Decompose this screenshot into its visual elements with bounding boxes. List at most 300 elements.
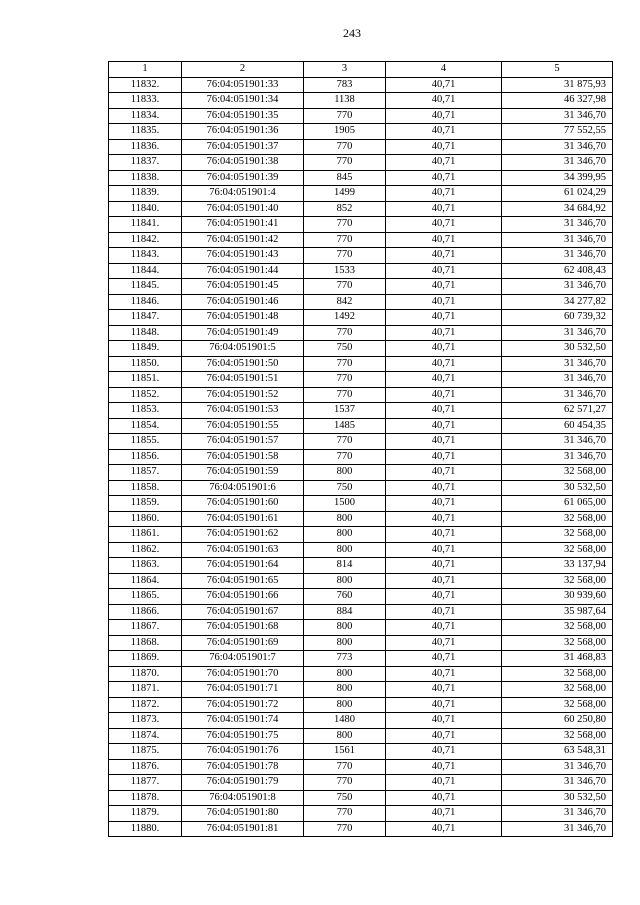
row-number-cell: 11837. xyxy=(109,155,182,171)
table-row xyxy=(109,511,613,527)
rate-cell: 40,71 xyxy=(386,170,502,186)
area-cell: 800 xyxy=(304,728,386,744)
table-row xyxy=(109,821,613,837)
value-cell: 32 568,00 xyxy=(502,465,613,481)
value-cell: 31 875,93 xyxy=(502,77,613,93)
area-cell: 783 xyxy=(304,77,386,93)
area-cell: 800 xyxy=(304,465,386,481)
rate-cell: 40,71 xyxy=(386,341,502,357)
value-cell: 32 568,00 xyxy=(502,527,613,543)
row-number-cell: 11836. xyxy=(109,139,182,155)
area-cell: 770 xyxy=(304,356,386,372)
table-row xyxy=(109,341,613,357)
rate-cell: 40,71 xyxy=(386,387,502,403)
cadastral-number-cell: 76:04:051901:4 xyxy=(182,186,304,202)
table-row xyxy=(109,263,613,279)
rate-cell: 40,71 xyxy=(386,511,502,527)
rate-cell: 40,71 xyxy=(386,790,502,806)
value-cell: 32 568,00 xyxy=(502,682,613,698)
value-cell: 31 346,70 xyxy=(502,806,613,822)
rate-cell: 40,71 xyxy=(386,217,502,233)
cadastral-number-cell: 76:04:051901:72 xyxy=(182,697,304,713)
area-cell: 884 xyxy=(304,604,386,620)
column-header: 2 xyxy=(182,62,304,78)
value-cell: 30 939,60 xyxy=(502,589,613,605)
table-row xyxy=(109,527,613,543)
rate-cell: 40,71 xyxy=(386,310,502,326)
cadastral-number-cell: 76:04:051901:67 xyxy=(182,604,304,620)
rate-cell: 40,71 xyxy=(386,93,502,109)
row-number-cell: 11873. xyxy=(109,713,182,729)
row-number-cell: 11874. xyxy=(109,728,182,744)
cadastral-number-cell: 76:04:051901:51 xyxy=(182,372,304,388)
cadastral-number-cell: 76:04:051901:74 xyxy=(182,713,304,729)
area-cell: 750 xyxy=(304,341,386,357)
row-number-cell: 11834. xyxy=(109,108,182,124)
row-number-cell: 11852. xyxy=(109,387,182,403)
value-cell: 31 346,70 xyxy=(502,775,613,791)
row-number-cell: 11833. xyxy=(109,93,182,109)
cadastral-number-cell: 76:04:051901:37 xyxy=(182,139,304,155)
value-cell: 31 468,83 xyxy=(502,651,613,667)
value-cell: 31 346,70 xyxy=(502,759,613,775)
cadastral-number-cell: 76:04:051901:33 xyxy=(182,77,304,93)
table-row xyxy=(109,201,613,217)
area-cell: 770 xyxy=(304,155,386,171)
value-cell: 31 346,70 xyxy=(502,217,613,233)
cadastral-number-cell: 76:04:051901:64 xyxy=(182,558,304,574)
area-cell: 800 xyxy=(304,635,386,651)
row-number-cell: 11875. xyxy=(109,744,182,760)
table-row xyxy=(109,682,613,698)
cadastral-number-cell: 76:04:051901:66 xyxy=(182,589,304,605)
cadastral-number-cell: 76:04:051901:39 xyxy=(182,170,304,186)
column-header: 4 xyxy=(386,62,502,78)
value-cell: 32 568,00 xyxy=(502,511,613,527)
area-cell: 814 xyxy=(304,558,386,574)
area-cell: 845 xyxy=(304,170,386,186)
table-row xyxy=(109,496,613,512)
rate-cell: 40,71 xyxy=(386,108,502,124)
row-number-cell: 11845. xyxy=(109,279,182,295)
cadastral-number-cell: 76:04:051901:81 xyxy=(182,821,304,837)
area-cell: 770 xyxy=(304,232,386,248)
area-cell: 770 xyxy=(304,387,386,403)
cadastral-number-cell: 76:04:051901:78 xyxy=(182,759,304,775)
table-row xyxy=(109,573,613,589)
area-cell: 1485 xyxy=(304,418,386,434)
rate-cell: 40,71 xyxy=(386,325,502,341)
cadastral-number-cell: 76:04:051901:69 xyxy=(182,635,304,651)
value-cell: 62 571,27 xyxy=(502,403,613,419)
area-cell: 800 xyxy=(304,697,386,713)
rate-cell: 40,71 xyxy=(386,775,502,791)
table-row xyxy=(109,139,613,155)
area-cell: 800 xyxy=(304,620,386,636)
rate-cell: 40,71 xyxy=(386,279,502,295)
area-cell: 800 xyxy=(304,666,386,682)
table-row xyxy=(109,604,613,620)
value-cell: 31 346,70 xyxy=(502,139,613,155)
value-cell: 77 552,55 xyxy=(502,124,613,140)
rate-cell: 40,71 xyxy=(386,186,502,202)
table-row xyxy=(109,124,613,140)
rate-cell: 40,71 xyxy=(386,759,502,775)
rate-cell: 40,71 xyxy=(386,155,502,171)
rate-cell: 40,71 xyxy=(386,496,502,512)
area-cell: 770 xyxy=(304,775,386,791)
row-number-cell: 11860. xyxy=(109,511,182,527)
table-header xyxy=(109,62,613,78)
rate-cell: 40,71 xyxy=(386,480,502,496)
area-cell: 773 xyxy=(304,651,386,667)
row-number-cell: 11855. xyxy=(109,434,182,450)
area-cell: 760 xyxy=(304,589,386,605)
area-cell: 800 xyxy=(304,511,386,527)
value-cell: 61 065,00 xyxy=(502,496,613,512)
cadastral-number-cell: 76:04:051901:36 xyxy=(182,124,304,140)
area-cell: 800 xyxy=(304,682,386,698)
value-cell: 30 532,50 xyxy=(502,480,613,496)
row-number-cell: 11879. xyxy=(109,806,182,822)
row-number-cell: 11856. xyxy=(109,449,182,465)
area-cell: 750 xyxy=(304,480,386,496)
value-cell: 31 346,70 xyxy=(502,248,613,264)
value-cell: 31 346,70 xyxy=(502,356,613,372)
row-number-cell: 11858. xyxy=(109,480,182,496)
cadastral-number-cell: 76:04:051901:38 xyxy=(182,155,304,171)
table-row xyxy=(109,403,613,419)
cadastral-number-cell: 76:04:051901:53 xyxy=(182,403,304,419)
column-header: 5 xyxy=(502,62,613,78)
table-row xyxy=(109,356,613,372)
rate-cell: 40,71 xyxy=(386,635,502,651)
cadastral-number-cell: 76:04:051901:71 xyxy=(182,682,304,698)
rate-cell: 40,71 xyxy=(386,589,502,605)
row-number-cell: 11865. xyxy=(109,589,182,605)
column-header: 1 xyxy=(109,62,182,78)
row-number-cell: 11841. xyxy=(109,217,182,233)
table-row xyxy=(109,635,613,651)
table-row xyxy=(109,77,613,93)
table-row xyxy=(109,372,613,388)
row-number-cell: 11842. xyxy=(109,232,182,248)
rate-cell: 40,71 xyxy=(386,248,502,264)
row-number-cell: 11880. xyxy=(109,821,182,837)
cadastral-number-cell: 76:04:051901:44 xyxy=(182,263,304,279)
cadastral-number-cell: 76:04:051901:34 xyxy=(182,93,304,109)
rate-cell: 40,71 xyxy=(386,527,502,543)
cadastral-number-cell: 76:04:051901:60 xyxy=(182,496,304,512)
row-number-cell: 11859. xyxy=(109,496,182,512)
table-row xyxy=(109,418,613,434)
area-cell: 770 xyxy=(304,279,386,295)
cadastral-number-cell: 76:04:051901:46 xyxy=(182,294,304,310)
table-row xyxy=(109,93,613,109)
cadastral-number-cell: 76:04:051901:59 xyxy=(182,465,304,481)
rate-cell: 40,71 xyxy=(386,77,502,93)
area-cell: 1499 xyxy=(304,186,386,202)
table-row xyxy=(109,558,613,574)
table-row xyxy=(109,775,613,791)
row-number-cell: 11846. xyxy=(109,294,182,310)
table-row xyxy=(109,217,613,233)
data-table xyxy=(108,61,613,837)
row-number-cell: 11868. xyxy=(109,635,182,651)
rate-cell: 40,71 xyxy=(386,403,502,419)
table-row xyxy=(109,465,613,481)
value-cell: 33 137,94 xyxy=(502,558,613,574)
row-number-cell: 11864. xyxy=(109,573,182,589)
cadastral-number-cell: 76:04:051901:41 xyxy=(182,217,304,233)
rate-cell: 40,71 xyxy=(386,666,502,682)
row-number-cell: 11838. xyxy=(109,170,182,186)
cadastral-number-cell: 76:04:051901:61 xyxy=(182,511,304,527)
value-cell: 31 346,70 xyxy=(502,449,613,465)
value-cell: 32 568,00 xyxy=(502,620,613,636)
table-row xyxy=(109,387,613,403)
row-number-cell: 11877. xyxy=(109,775,182,791)
cadastral-number-cell: 76:04:051901:70 xyxy=(182,666,304,682)
rate-cell: 40,71 xyxy=(386,744,502,760)
cadastral-number-cell: 76:04:051901:55 xyxy=(182,418,304,434)
value-cell: 60 250,80 xyxy=(502,713,613,729)
area-cell: 1500 xyxy=(304,496,386,512)
cadastral-number-cell: 76:04:051901:48 xyxy=(182,310,304,326)
table-row xyxy=(109,790,613,806)
value-cell: 63 548,31 xyxy=(502,744,613,760)
row-number-cell: 11843. xyxy=(109,248,182,264)
value-cell: 32 568,00 xyxy=(502,635,613,651)
cadastral-number-cell: 76:04:051901:50 xyxy=(182,356,304,372)
area-cell: 770 xyxy=(304,449,386,465)
area-cell: 1905 xyxy=(304,124,386,140)
rate-cell: 40,71 xyxy=(386,620,502,636)
rate-cell: 40,71 xyxy=(386,651,502,667)
table-row xyxy=(109,666,613,682)
table-row xyxy=(109,108,613,124)
table-row xyxy=(109,728,613,744)
rate-cell: 40,71 xyxy=(386,294,502,310)
cadastral-number-cell: 76:04:051901:52 xyxy=(182,387,304,403)
value-cell: 32 568,00 xyxy=(502,728,613,744)
table-row xyxy=(109,294,613,310)
area-cell: 842 xyxy=(304,294,386,310)
area-cell: 1138 xyxy=(304,93,386,109)
area-cell: 800 xyxy=(304,573,386,589)
value-cell: 30 532,50 xyxy=(502,341,613,357)
table-row xyxy=(109,449,613,465)
table-row xyxy=(109,248,613,264)
table-row xyxy=(109,697,613,713)
row-number-cell: 11835. xyxy=(109,124,182,140)
area-cell: 1537 xyxy=(304,403,386,419)
value-cell: 35 987,64 xyxy=(502,604,613,620)
row-number-cell: 11839. xyxy=(109,186,182,202)
rate-cell: 40,71 xyxy=(386,604,502,620)
row-number-cell: 11851. xyxy=(109,372,182,388)
value-cell: 34 684,92 xyxy=(502,201,613,217)
table-row xyxy=(109,325,613,341)
table-row xyxy=(109,232,613,248)
rate-cell: 40,71 xyxy=(386,728,502,744)
area-cell: 770 xyxy=(304,248,386,264)
table-row xyxy=(109,434,613,450)
rate-cell: 40,71 xyxy=(386,449,502,465)
cadastral-number-cell: 76:04:051901:42 xyxy=(182,232,304,248)
row-number-cell: 11878. xyxy=(109,790,182,806)
cadastral-number-cell: 76:04:051901:65 xyxy=(182,573,304,589)
row-number-cell: 11847. xyxy=(109,310,182,326)
table-row xyxy=(109,620,613,636)
row-number-cell: 11861. xyxy=(109,527,182,543)
cadastral-number-cell: 76:04:051901:58 xyxy=(182,449,304,465)
rate-cell: 40,71 xyxy=(386,713,502,729)
table-body xyxy=(109,77,613,837)
rate-cell: 40,71 xyxy=(386,558,502,574)
rate-cell: 40,71 xyxy=(386,573,502,589)
row-number-cell: 11866. xyxy=(109,604,182,620)
rate-cell: 40,71 xyxy=(386,263,502,279)
area-cell: 770 xyxy=(304,108,386,124)
row-number-cell: 11869. xyxy=(109,651,182,667)
value-cell: 31 346,70 xyxy=(502,155,613,171)
area-cell: 770 xyxy=(304,325,386,341)
header-row xyxy=(109,62,613,78)
cadastral-number-cell: 76:04:051901:80 xyxy=(182,806,304,822)
area-cell: 750 xyxy=(304,790,386,806)
rate-cell: 40,71 xyxy=(386,139,502,155)
area-cell: 770 xyxy=(304,217,386,233)
area-cell: 770 xyxy=(304,434,386,450)
table-row xyxy=(109,542,613,558)
area-cell: 770 xyxy=(304,759,386,775)
row-number-cell: 11872. xyxy=(109,697,182,713)
area-cell: 1480 xyxy=(304,713,386,729)
cadastral-number-cell: 76:04:051901:79 xyxy=(182,775,304,791)
area-cell: 770 xyxy=(304,821,386,837)
cadastral-number-cell: 76:04:051901:49 xyxy=(182,325,304,341)
row-number-cell: 11854. xyxy=(109,418,182,434)
table-row xyxy=(109,806,613,822)
value-cell: 31 346,70 xyxy=(502,387,613,403)
value-cell: 32 568,00 xyxy=(502,573,613,589)
row-number-cell: 11832. xyxy=(109,77,182,93)
cadastral-number-cell: 76:04:051901:8 xyxy=(182,790,304,806)
cadastral-number-cell: 76:04:051901:6 xyxy=(182,480,304,496)
row-number-cell: 11863. xyxy=(109,558,182,574)
row-number-cell: 11876. xyxy=(109,759,182,775)
value-cell: 31 346,70 xyxy=(502,325,613,341)
cadastral-number-cell: 76:04:051901:43 xyxy=(182,248,304,264)
value-cell: 31 346,70 xyxy=(502,434,613,450)
table-row xyxy=(109,713,613,729)
table-row xyxy=(109,480,613,496)
value-cell: 31 346,70 xyxy=(502,232,613,248)
value-cell: 62 408,43 xyxy=(502,263,613,279)
area-cell: 770 xyxy=(304,372,386,388)
row-number-cell: 11848. xyxy=(109,325,182,341)
area-cell: 770 xyxy=(304,806,386,822)
rate-cell: 40,71 xyxy=(386,201,502,217)
cadastral-number-cell: 76:04:051901:75 xyxy=(182,728,304,744)
table-row xyxy=(109,279,613,295)
rate-cell: 40,71 xyxy=(386,465,502,481)
area-cell: 800 xyxy=(304,542,386,558)
cadastral-number-cell: 76:04:051901:76 xyxy=(182,744,304,760)
table-row xyxy=(109,170,613,186)
table-row xyxy=(109,310,613,326)
cadastral-number-cell: 76:04:051901:63 xyxy=(182,542,304,558)
cadastral-number-cell: 76:04:051901:57 xyxy=(182,434,304,450)
row-number-cell: 11870. xyxy=(109,666,182,682)
rate-cell: 40,71 xyxy=(386,372,502,388)
table-row xyxy=(109,759,613,775)
rate-cell: 40,71 xyxy=(386,806,502,822)
value-cell: 61 024,29 xyxy=(502,186,613,202)
rate-cell: 40,71 xyxy=(386,356,502,372)
area-cell: 770 xyxy=(304,139,386,155)
value-cell: 31 346,70 xyxy=(502,372,613,388)
value-cell: 32 568,00 xyxy=(502,542,613,558)
cadastral-number-cell: 76:04:051901:45 xyxy=(182,279,304,295)
value-cell: 46 327,98 xyxy=(502,93,613,109)
page-number: 243 xyxy=(343,26,361,40)
row-number-cell: 11862. xyxy=(109,542,182,558)
cadastral-number-cell: 76:04:051901:7 xyxy=(182,651,304,667)
cadastral-number-cell: 76:04:051901:5 xyxy=(182,341,304,357)
column-header: 3 xyxy=(304,62,386,78)
row-number-cell: 11867. xyxy=(109,620,182,636)
value-cell: 34 399,95 xyxy=(502,170,613,186)
area-cell: 800 xyxy=(304,527,386,543)
rate-cell: 40,71 xyxy=(386,124,502,140)
rate-cell: 40,71 xyxy=(386,232,502,248)
row-number-cell: 11840. xyxy=(109,201,182,217)
row-number-cell: 11844. xyxy=(109,263,182,279)
value-cell: 30 532,50 xyxy=(502,790,613,806)
table-row xyxy=(109,744,613,760)
value-cell: 31 346,70 xyxy=(502,821,613,837)
table-row xyxy=(109,155,613,171)
value-cell: 60 454,35 xyxy=(502,418,613,434)
area-cell: 1533 xyxy=(304,263,386,279)
row-number-cell: 11849. xyxy=(109,341,182,357)
row-number-cell: 11850. xyxy=(109,356,182,372)
value-cell: 32 568,00 xyxy=(502,666,613,682)
value-cell: 31 346,70 xyxy=(502,108,613,124)
area-cell: 852 xyxy=(304,201,386,217)
cadastral-number-cell: 76:04:051901:62 xyxy=(182,527,304,543)
rate-cell: 40,71 xyxy=(386,697,502,713)
rate-cell: 40,71 xyxy=(386,418,502,434)
value-cell: 60 739,32 xyxy=(502,310,613,326)
rate-cell: 40,71 xyxy=(386,682,502,698)
value-cell: 34 277,82 xyxy=(502,294,613,310)
table-row xyxy=(109,589,613,605)
area-cell: 1561 xyxy=(304,744,386,760)
value-cell: 32 568,00 xyxy=(502,697,613,713)
table-row xyxy=(109,186,613,202)
rate-cell: 40,71 xyxy=(386,434,502,450)
rate-cell: 40,71 xyxy=(386,821,502,837)
cadastral-number-cell: 76:04:051901:40 xyxy=(182,201,304,217)
table-row xyxy=(109,651,613,667)
row-number-cell: 11853. xyxy=(109,403,182,419)
rate-cell: 40,71 xyxy=(386,542,502,558)
cadastral-number-cell: 76:04:051901:35 xyxy=(182,108,304,124)
value-cell: 31 346,70 xyxy=(502,279,613,295)
